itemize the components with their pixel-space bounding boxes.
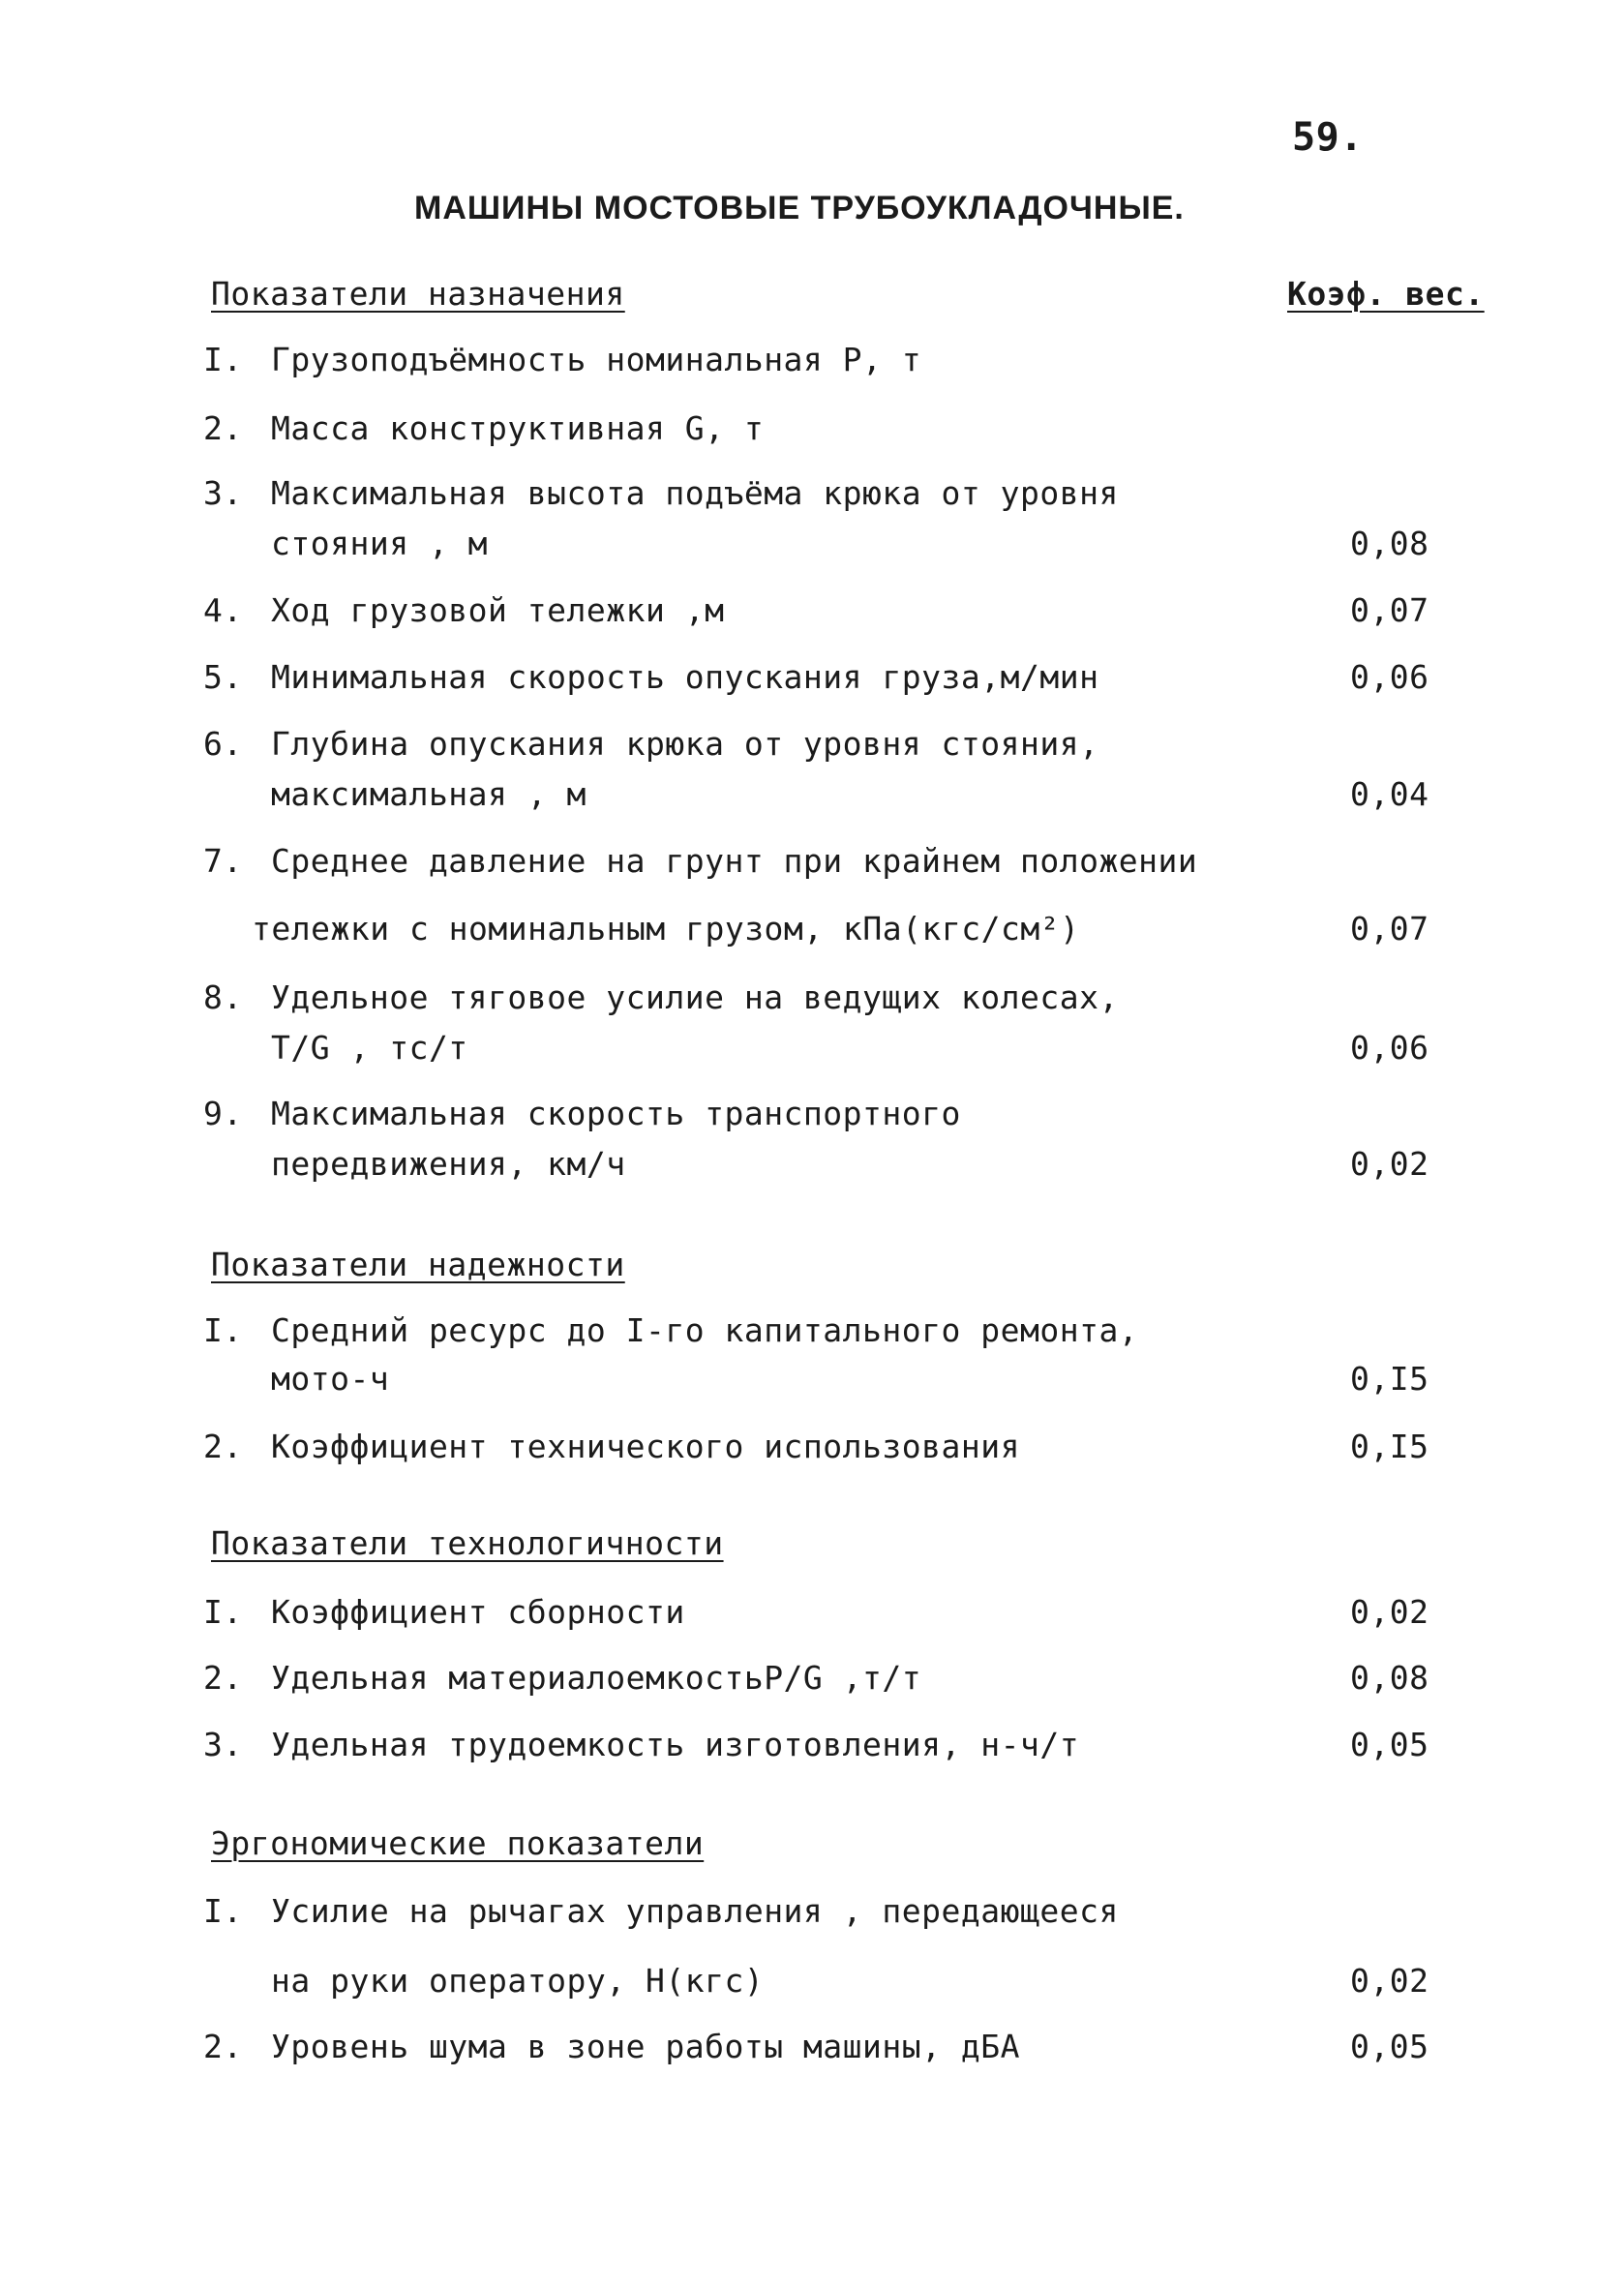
item-text: Усилие на рычагах управления , передающееся	[271, 1892, 1119, 1930]
item-text: Удельная материалоемкостьР/G ,т/т	[271, 1659, 922, 1697]
section-heading-manufacturability: Показатели технологичности	[211, 1524, 724, 1562]
item-text: Удельная трудоемкость изготовления, н-ч/т	[271, 1726, 1080, 1763]
item-number: 9.	[203, 1095, 243, 1132]
item-text: Удельное тяговое усилие на ведущих колесах,	[271, 978, 1119, 1016]
section-heading-reliability: Показатели надежности	[211, 1246, 625, 1283]
item-text: максимальная , м	[271, 775, 586, 813]
item-text: Ход грузовой тележки ,м	[271, 591, 725, 629]
item-coefficient: 0,07	[1350, 910, 1429, 948]
item-number: 6.	[203, 725, 243, 763]
item-text: мото-ч	[271, 1360, 390, 1398]
item-text: Масса конструктивная G, т	[271, 409, 765, 447]
item-text: стояния , м	[271, 525, 489, 562]
item-text: передвижения, км/ч	[271, 1145, 626, 1183]
item-coefficient: 0,04	[1350, 775, 1429, 813]
item-coefficient: 0,05	[1350, 1726, 1429, 1763]
item-text: Глубина опускания крюка от уровня стояния,	[271, 725, 1099, 763]
item-text: на руки оператору, Н(кгс)	[271, 1962, 765, 2000]
item-number: 8.	[203, 978, 243, 1016]
item-number: 2.	[203, 2028, 243, 2065]
item-number: 4.	[203, 591, 243, 629]
item-text: Грузоподъёмность номинальная Р, т	[271, 341, 922, 378]
item-text: Средний ресурс до I-го капитального ремонта,	[271, 1311, 1139, 1349]
item-number: 2.	[203, 1428, 243, 1465]
item-text: тележки с номинальным грузом, кПа(кгс/см²)	[252, 910, 1080, 948]
item-number: 5.	[203, 658, 243, 696]
item-coefficient: 0,I5	[1350, 1360, 1429, 1398]
item-number: 7.	[203, 842, 243, 880]
item-number: 2.	[203, 1659, 243, 1697]
section-heading-purpose: Показатели назначения	[211, 275, 625, 313]
item-coefficient: 0,02	[1350, 1145, 1429, 1183]
item-text: Максимальная скорость транспортного	[271, 1095, 961, 1132]
item-text: Коэффициент технического использования	[271, 1428, 1020, 1465]
item-number: I.	[203, 1892, 243, 1930]
item-text: Т/G , тс/т	[271, 1029, 468, 1067]
item-coefficient: 0,08	[1350, 525, 1429, 562]
item-number: I.	[203, 341, 243, 378]
item-text: Коэффициент сборности	[271, 1593, 685, 1631]
page-number: 59.	[1292, 115, 1364, 160]
section-heading-ergonomics: Эргономические показатели	[211, 1824, 705, 1862]
item-coefficient: 0,08	[1350, 1659, 1429, 1697]
item-text: Среднее давление на грунт при крайнем положении	[271, 842, 1198, 880]
item-number: 3.	[203, 1726, 243, 1763]
item-text: Максимальная высота подъёма крюка от уровня	[271, 474, 1119, 512]
item-number: 2.	[203, 409, 243, 447]
item-text: Уровень шума в зоне работы машины, дБА	[271, 2028, 1020, 2065]
item-coefficient: 0,07	[1350, 591, 1429, 629]
column-header-weight-coef: Коэф. вес.	[1287, 275, 1485, 313]
item-number: 3.	[203, 474, 243, 512]
item-text: Минимальная скорость опускания груза,м/мин	[271, 658, 1099, 696]
item-coefficient: 0,06	[1350, 1029, 1429, 1067]
item-number: I.	[203, 1593, 243, 1631]
item-coefficient: 0,I5	[1350, 1428, 1429, 1465]
item-coefficient: 0,06	[1350, 658, 1429, 696]
document-title: МАШИНЫ МОСТОВЫЕ ТРУБОУКЛАДОЧНЫЕ.	[414, 190, 1185, 226]
item-number: I.	[203, 1311, 243, 1349]
item-coefficient: 0,05	[1350, 2028, 1429, 2065]
item-coefficient: 0,02	[1350, 1962, 1429, 2000]
item-coefficient: 0,02	[1350, 1593, 1429, 1631]
